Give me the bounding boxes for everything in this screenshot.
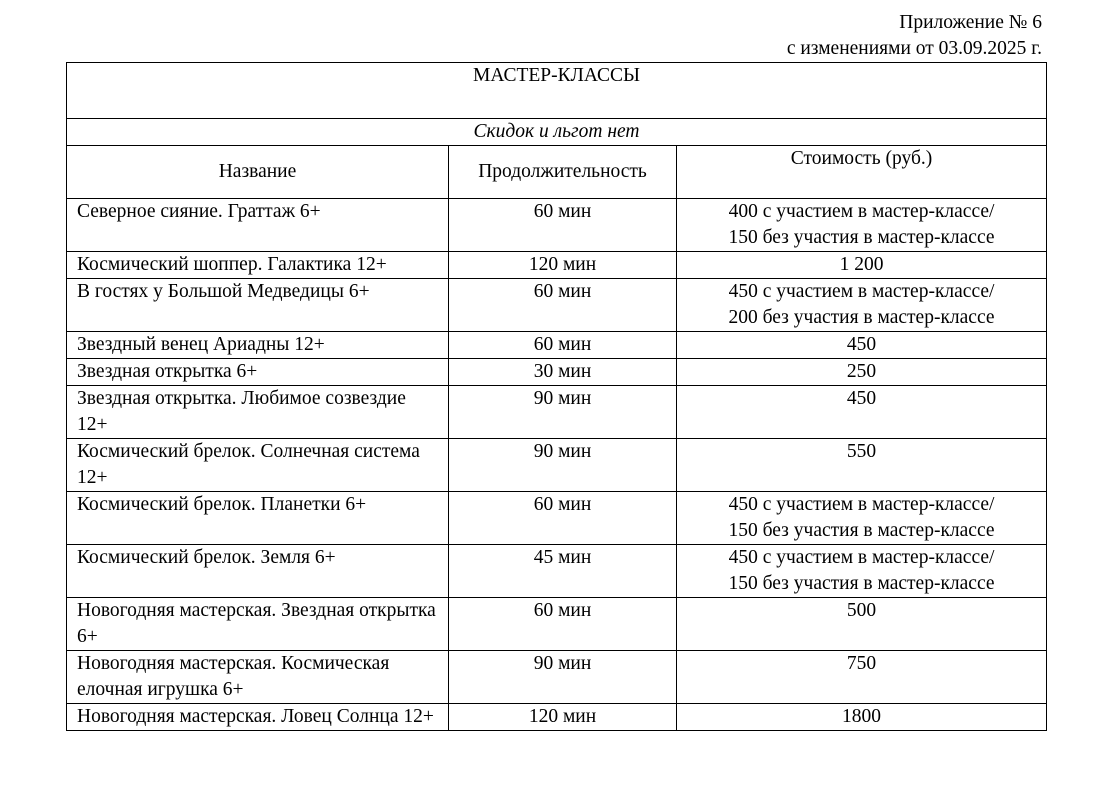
cost-line: 450 с участием в мастер-классе/ [728, 547, 995, 568]
cost-line: 150 без участия в мастер-классе [728, 573, 995, 594]
cost-cell [677, 252, 1047, 279]
duration-cell: 60 мин [449, 279, 677, 332]
cost-cell [677, 439, 1047, 492]
table-subtitle-row [67, 119, 1047, 146]
cost-line: 1800 [842, 706, 881, 727]
column-header-cost: Стоимость (руб.) [677, 146, 1047, 199]
appendix-revision-date: с изменениями от 03.09.2025 г. [786, 38, 1042, 59]
class-name-cell: Космический брелок. Солнечная система 12+ [67, 439, 449, 492]
duration-cell: 45 мин [449, 545, 677, 598]
cost-line: 400 с участием в мастер-классе/ [728, 201, 995, 222]
cost-line: 150 без участия в мастер-классе [728, 227, 995, 248]
cost-line: 450 [846, 334, 877, 355]
table-row [67, 279, 1047, 332]
cost-cell [677, 545, 1047, 598]
duration-cell: 60 мин [449, 199, 677, 252]
class-name-cell: Звездная открытка 6+ [67, 359, 449, 386]
cost-line: 250 [846, 361, 877, 382]
table-row [67, 651, 1047, 704]
class-name-cell: Звездная открытка. Любимое созвездие 12+ [67, 386, 449, 439]
class-name-cell: Новогодняя мастерская. Ловец Солнца 12+ [67, 704, 449, 731]
cost-cell [677, 598, 1047, 651]
cost-line: 200 без участия в мастер-классе [728, 307, 995, 328]
cost-cell [677, 332, 1047, 359]
class-name-cell: Космический брелок. Земля 6+ [67, 545, 449, 598]
cost-cell [677, 359, 1047, 386]
table-row [67, 359, 1047, 386]
table-row [67, 598, 1047, 651]
duration-cell: 60 мин [449, 332, 677, 359]
cost-line: 450 с участием в мастер-классе/ [728, 281, 995, 302]
table-row [67, 199, 1047, 252]
duration-cell: 30 мин [449, 359, 677, 386]
table-title: МАСТЕР-КЛАССЫ [67, 63, 1047, 119]
cost-line: 750 [846, 653, 877, 674]
class-name-cell: Космический брелок. Планетки 6+ [67, 492, 449, 545]
cost-line: 150 без участия в мастер-классе [728, 520, 995, 541]
class-name-cell: Новогодняя мастерская. Космическая елочная игрушка 6+ [67, 651, 449, 704]
cost-cell [677, 279, 1047, 332]
duration-cell: 90 мин [449, 439, 677, 492]
table-title-row [67, 63, 1047, 119]
duration-cell: 90 мин [449, 386, 677, 439]
cost-cell [677, 199, 1047, 252]
duration-cell: 120 мин [449, 252, 677, 279]
table-row [67, 545, 1047, 598]
table-subtitle: Скидок и льгот нет [67, 119, 1047, 146]
appendix-header [787, 10, 1042, 62]
duration-cell: 60 мин [449, 492, 677, 545]
class-name-cell: Звездный венец Ариадны 12+ [67, 332, 449, 359]
cost-cell [677, 704, 1047, 731]
cost-line: 450 с участием в мастер-классе/ [728, 494, 995, 515]
duration-cell: 120 мин [449, 704, 677, 731]
table-row [67, 332, 1047, 359]
class-name-cell: Северное сияние. Граттаж 6+ [67, 199, 449, 252]
class-name-cell: Новогодняя мастерская. Звездная открытка 6+ [67, 598, 449, 651]
appendix-number: Приложение № 6 [899, 12, 1042, 33]
cost-cell [677, 492, 1047, 545]
table-row [67, 439, 1047, 492]
cost-line: 550 [846, 441, 877, 462]
cost-line: 500 [846, 600, 877, 621]
table-row [67, 704, 1047, 731]
class-name-cell: В гостях у Большой Медведицы 6+ [67, 279, 449, 332]
column-header-duration: Продолжительность [449, 146, 677, 199]
cost-line: 450 [846, 388, 877, 409]
table-row [67, 252, 1047, 279]
table-row [67, 386, 1047, 439]
duration-cell: 60 мин [449, 598, 677, 651]
cost-line: 1 200 [839, 254, 884, 275]
class-name-cell: Космический шоппер. Галактика 12+ [67, 252, 449, 279]
cost-cell [677, 651, 1047, 704]
master-classes-table [66, 62, 1047, 731]
cost-cell [677, 386, 1047, 439]
table-header-row [67, 146, 1047, 199]
duration-cell: 90 мин [449, 651, 677, 704]
column-header-name: Название [67, 146, 449, 199]
table-row [67, 492, 1047, 545]
